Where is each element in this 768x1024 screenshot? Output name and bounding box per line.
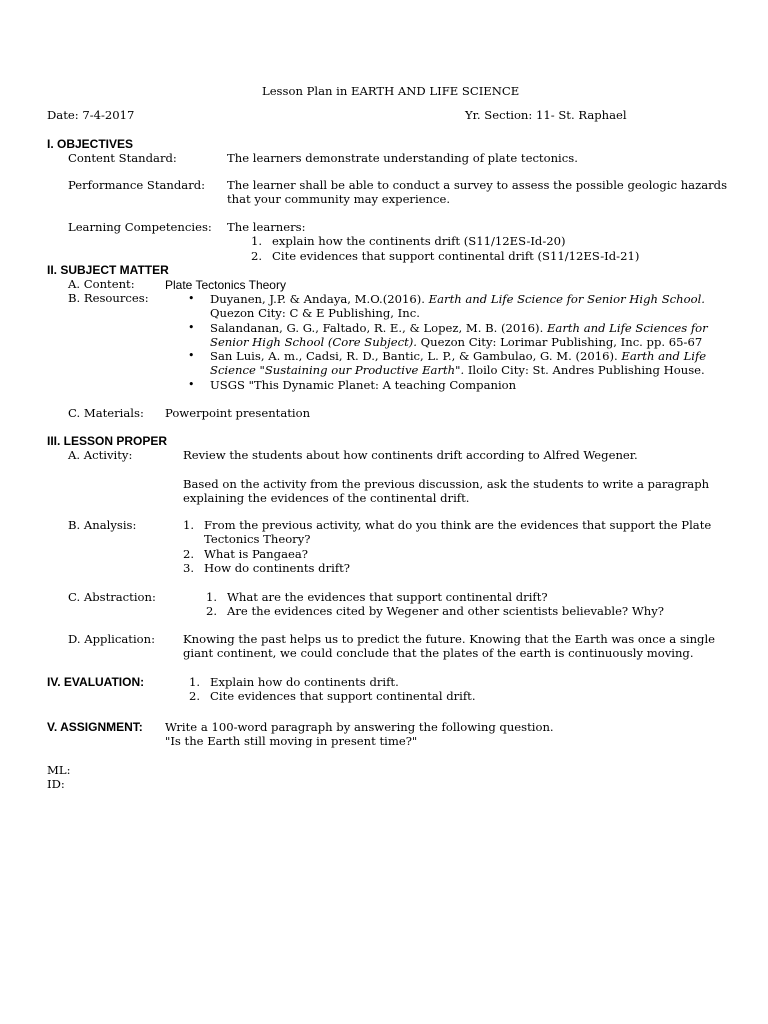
resources-label: B. Resources: (68, 291, 149, 305)
content-standard-text: The learners demonstrate understanding of plate tectonics. (227, 151, 578, 165)
analysis-number: 2. (183, 547, 195, 561)
activity-text: Based on the activity from the previous discussion, ask the students to write a paragraph (183, 477, 710, 491)
lesson-proper-heading: III. LESSON PROPER (47, 434, 168, 448)
materials-text: Powerpoint presentation (165, 406, 311, 420)
activity-text: Review the students about how continents drift according to Alfred Wegener. (183, 448, 638, 462)
abstraction-number: 1. (206, 590, 218, 604)
content-standard-label: Content Standard: (68, 151, 177, 165)
learning-competencies-label: Learning Competencies: (68, 220, 212, 234)
resource-item (210, 349, 706, 363)
bullet-icon: • (188, 292, 195, 305)
assignment-heading: V. ASSIGNMENT: (47, 720, 143, 734)
resource-book-title: Earth and Life (621, 349, 707, 363)
resource-publisher: Quezon City: Lorimar Publishing, Inc. pp. 65-67 (420, 335, 703, 349)
resource-authors: Duyanen, J.P. & Andaya, M.O.(2016). (210, 292, 425, 306)
resource-book-title: Science "Sustaining our Productive Earth". (210, 363, 465, 377)
activity-text-cont: explaining the evidences of the continental drift. (183, 491, 470, 505)
assignment-text: Write a 100-word paragraph by answering the following question. (165, 720, 554, 734)
activity-label: A. Activity: (68, 448, 133, 462)
resource-authors: Salandanan, G. G., Faltado, R. E., & Lopez, M. B. (2016). (210, 321, 544, 335)
abstraction-question: Are the evidences cited by Wegener and other scientists believable? Why? (227, 604, 664, 618)
competency-item: explain how the continents drift (S11/12ES-Id-20) (272, 234, 566, 248)
materials-label: C. Materials: (68, 406, 144, 420)
year-section: Yr. Section: 11- St. Raphael (465, 108, 627, 122)
learning-competencies-intro: The learners: (227, 220, 306, 234)
content-label: A. Content: (68, 277, 135, 291)
application-label: D. Application: (68, 632, 156, 646)
performance-standard-label: Performance Standard: (68, 178, 206, 192)
analysis-question: How do continents drift? (204, 561, 351, 575)
resource-book-title: Earth and Life Sciences for (546, 321, 708, 335)
analysis-question: From the previous activity, what do you think are the evidences that support the Plate (204, 518, 712, 532)
competency-number: 2. (251, 249, 263, 263)
competency-number: 1. (251, 234, 263, 248)
resource-publisher: Quezon City: C & E Publishing, Inc. (210, 306, 420, 320)
subject-matter-heading: II. SUBJECT MATTER (47, 263, 169, 277)
resource-item (210, 292, 705, 306)
analysis-label: B. Analysis: (68, 518, 137, 532)
analysis-number: 1. (183, 518, 195, 532)
resource-book-title: Senior High School (Core Subject). (210, 335, 417, 349)
analysis-question: What is Pangaea? (204, 547, 308, 561)
evaluation-number: 2. (189, 689, 201, 703)
resource-publisher: Iloilo City: St. Andres Publishing House. (467, 363, 705, 377)
application-text: Knowing the past helps us to predict the future. Knowing that the Earth was once a single (183, 632, 716, 646)
resource-item-cont (210, 335, 702, 349)
performance-standard-text: The learner shall be able to conduct a survey to assess the possible geologic hazards (227, 178, 728, 192)
bullet-icon: • (188, 321, 195, 334)
application-text-cont: giant continent, we could conclude that the plates of the earth is continuously moving. (183, 646, 694, 660)
date-line: Date: 7-4-2017 (47, 108, 135, 122)
document-title: Lesson Plan in EARTH AND LIFE SCIENCE (262, 84, 520, 98)
performance-standard-text-cont: that your community may experience. (227, 192, 451, 206)
resource-item (210, 321, 708, 335)
abstraction-question: What are the evidences that support continental drift? (227, 590, 548, 604)
competency-item: Cite evidences that support continental drift (S11/12ES-Id-21) (272, 249, 640, 263)
evaluation-item: Explain how do continents drift. (210, 675, 399, 689)
evaluation-item: Cite evidences that support continental drift. (210, 689, 476, 703)
resource-item: USGS "This Dynamic Planet: A teaching Companion (210, 378, 517, 392)
evaluation-heading: IV. EVALUATION: (47, 675, 145, 689)
id-label: ID: (47, 777, 65, 791)
analysis-number: 3. (183, 561, 195, 575)
abstraction-number: 2. (206, 604, 218, 618)
analysis-question-cont: Tectonics Theory? (204, 532, 311, 546)
resource-book-title: Earth and Life Science for Senior High School. (428, 292, 705, 306)
assignment-question: "Is the Earth still moving in present time?" (165, 734, 418, 748)
content-topic: Plate Tectonics Theory (165, 278, 286, 292)
ml-label: ML: (47, 763, 71, 777)
resource-authors: San Luis, A. m., Cadsi, R. D., Bantic, L. P., & Gambulao, G. M. (2016). (210, 349, 618, 363)
objectives-heading: I. OBJECTIVES (47, 137, 134, 151)
evaluation-number: 1. (189, 675, 201, 689)
abstraction-label: C. Abstraction: (68, 590, 156, 604)
bullet-icon: • (188, 349, 195, 362)
resource-item-cont (210, 363, 705, 377)
bullet-icon: • (188, 378, 195, 391)
